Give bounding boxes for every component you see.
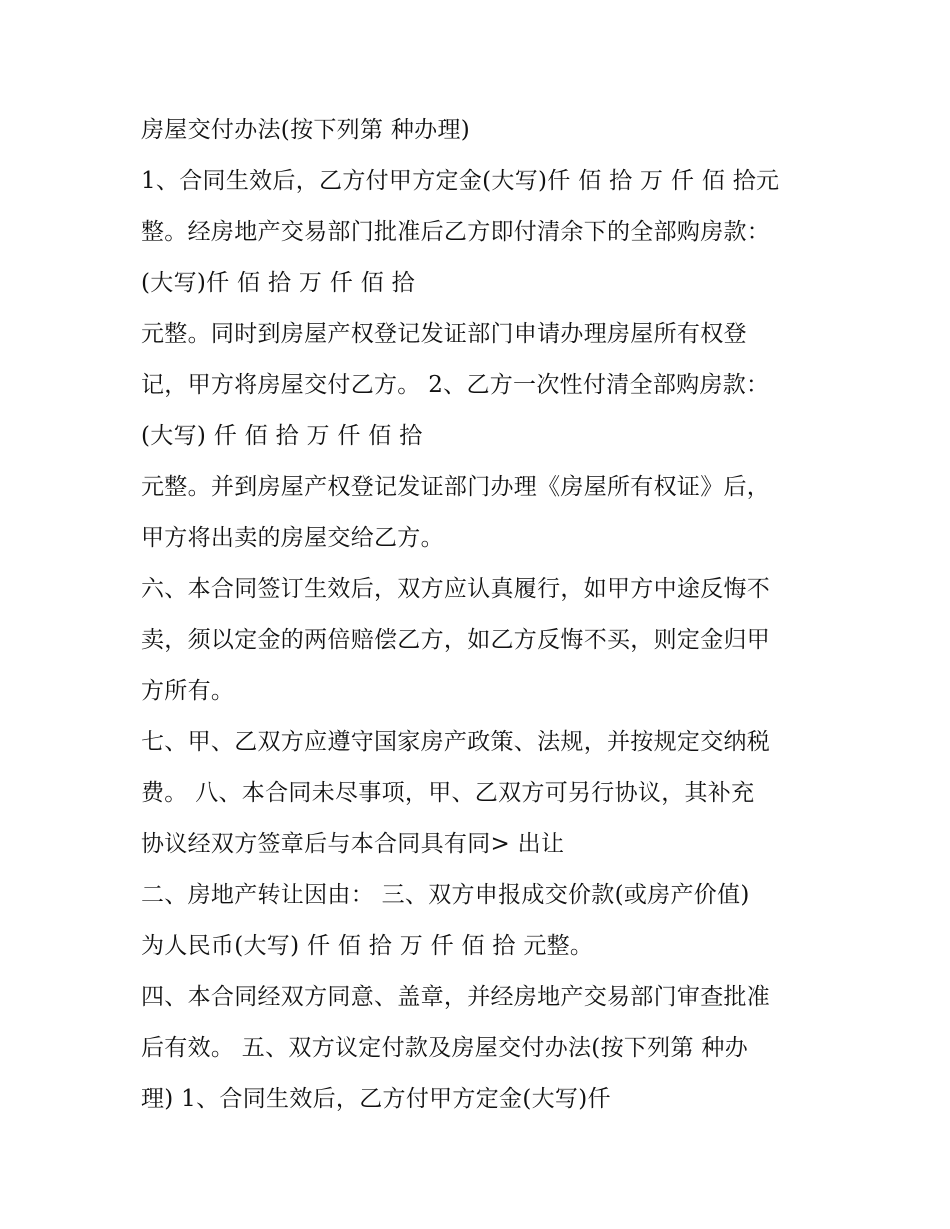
text-line: 卖，须以定金的两倍赔偿乙方，如乙方反悔不买，则定金归甲 [141,627,771,653]
text-line: 费。 八、本合同未尽事项，甲、乙双方可另行协议，其补充 [141,780,755,806]
text-line: 元整。并到房屋产权登记发证部门办理《房屋所有权证》后， [141,474,771,500]
text-line: 理) 1、合同生效后，乙方付甲方定金(大写)仟 [141,1086,611,1112]
text-line: 1、合同生效后，乙方付甲方定金(大写)仟 佰 拾 万 仟 佰 拾元 [141,168,780,194]
text-line: (大写)仟 佰 拾 万 仟 佰 拾 [141,270,415,296]
text-line: 整。经房地产交易部门批准后乙方即付清余下的全部购房款： [141,219,771,245]
text-line: 甲方将出卖的房屋交给乙方。 [141,525,444,551]
text-line: 六、本合同签订生效后，双方应认真履行，如甲方中途反悔不 [141,576,771,602]
text-line: 记，甲方将房屋交付乙方。 2、乙方一次性付清全部购房款： [141,372,770,398]
text-line: 后有效。 五、双方议定付款及房屋交付办法(按下列第 种办 [141,1035,748,1061]
text-line: 元整。同时到房屋产权登记发证部门申请办理房屋所有权登 [141,321,747,347]
contract-text [141,105,831,1125]
text-line: 协议经双方签章后与本合同具有同> 出让 [141,831,565,857]
text-line: 为人民币(大写) 仟 佰 拾 万 仟 佰 拾 元整。 [141,933,594,959]
text-line: 四、本合同经双方同意、盖章，并经房地产交易部门审查批准 [141,984,771,1010]
text-line: 二、房地产转让因由： 三、双方申报成交价款(或房产价值) [141,882,750,908]
text-line: 方所有。 [141,678,235,704]
text-line: 房屋交付办法(按下列第 种办理) [141,117,471,143]
text-line: 七、甲、乙双方应遵守国家房产政策、法规，并按规定交纳税 [141,729,771,755]
text-line: (大写) 仟 佰 拾 万 仟 佰 拾 [141,423,423,449]
